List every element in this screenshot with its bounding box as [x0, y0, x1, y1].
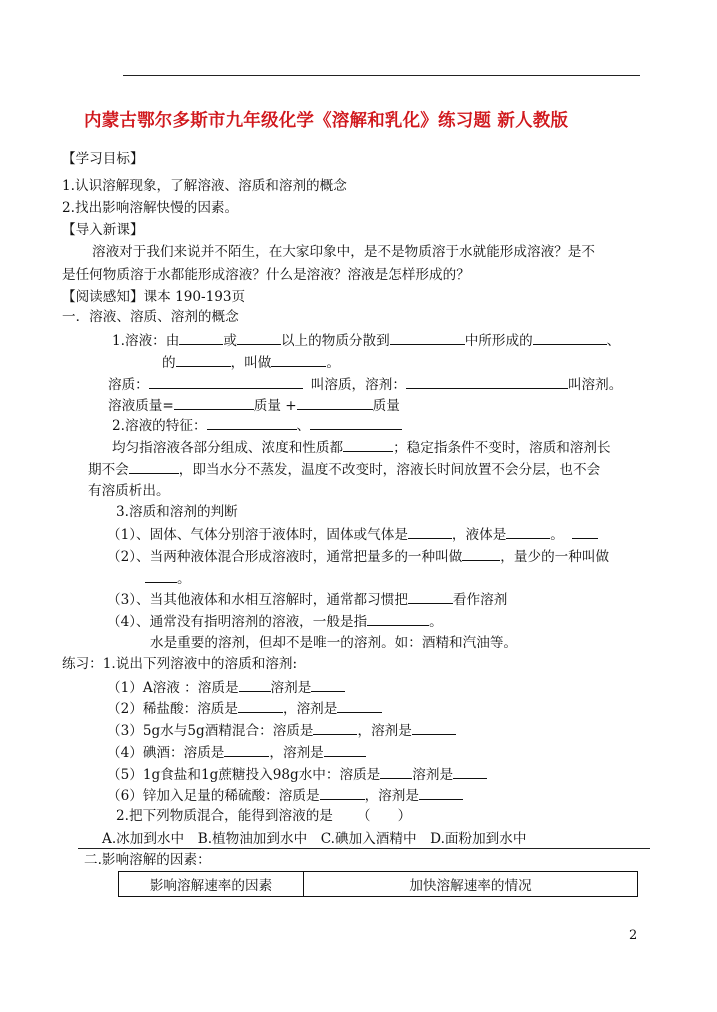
judgment-rule-4: （4）、通常没有指明溶剂的溶液，一般是指 。	[107, 614, 443, 630]
blank	[129, 460, 179, 474]
blank	[453, 765, 487, 779]
blank	[237, 331, 281, 345]
reading-heading: 【阅读感知】课本 190-193页	[62, 289, 246, 305]
table-header-cell: 加快溶解速率的情况	[304, 872, 638, 897]
blank	[320, 786, 365, 800]
judgment-rule-2: （2）、当两种液体混合形成溶液时，通常把量多的一种叫做 ，量少的一种叫做	[107, 549, 610, 565]
blank	[533, 331, 607, 345]
blank	[419, 786, 463, 800]
practice-question-2: 2.把下列物质混合，能得到溶液的是 （ ）	[116, 808, 412, 824]
solution-definition-line1: 1.溶液：由 或 以上的物质分散到 中所形成的 、	[112, 333, 621, 349]
page-number: 2	[629, 928, 638, 943]
judgment-rule-3: （3）、当其他液体和水相互溶解时，通常都习惯把 看作溶剂	[107, 592, 508, 608]
dissolution-factors-table	[118, 871, 638, 897]
blank	[239, 678, 271, 692]
blank	[311, 678, 345, 692]
solution-definition-line2: 的 ，叫做 。	[162, 355, 340, 371]
section1-heading: 一．溶液、溶质、溶剂的概念	[62, 309, 239, 325]
blank	[310, 416, 402, 430]
practice-question-2-options: A.冰加到水中 B.植物油加到水中 C.碘加入酒精中 D.面粉加到水中	[102, 831, 527, 847]
blank	[224, 743, 269, 757]
objective-item: 1.认识溶解现象，了解溶液、溶质和溶剂的概念	[62, 178, 347, 194]
blank	[324, 743, 366, 757]
practice-item: （1）A溶液 ：溶质是 溶剂是	[107, 678, 345, 697]
solute-solvent-line: 溶质： 叫溶质，溶剂： 叫溶剂。	[108, 377, 623, 393]
blank	[406, 375, 568, 389]
blank	[297, 396, 373, 410]
blank	[380, 765, 412, 779]
blank	[238, 699, 283, 713]
solution-features-line: 2.溶液的特征： 、	[112, 416, 402, 435]
practice-item: （5）1g食盐和1g蔗糖投入98g水中：溶质是 溶剂是	[107, 765, 487, 784]
blank	[145, 569, 177, 583]
intro-paragraph-line: 溶液对于我们来说并不陌生，在大家印象中，是不是物质溶于水就能形成溶液？是不	[92, 244, 595, 260]
blank	[412, 721, 456, 735]
judgment-rule-1: （1）、固体、气体分别溶于液体时，固体或气体是 ，液体是 。	[107, 525, 598, 544]
solution-mass-line: 溶液质量= 质量 + 质量	[108, 398, 400, 414]
water-solvent-note: 水是重要的溶剂，但却不是唯一的溶剂。如：酒精和汽油等。	[150, 635, 518, 651]
stable-explanation-line: 期不会 ，即当水分不蒸发，温度不改变时，溶液长时间放置不会分层，也不会	[88, 462, 601, 478]
judgment-rule-2-end: 。	[145, 569, 191, 588]
document-title: 内蒙古鄂尔多斯市九年级化学《溶解和乳化》练习题 新人教版	[84, 111, 569, 131]
blank	[207, 416, 297, 430]
blank	[313, 721, 357, 735]
practice-item: （4）碘酒：溶质是 ，溶剂是	[107, 743, 366, 762]
blank	[176, 353, 231, 367]
blank	[572, 525, 598, 539]
uniform-explanation-line: 均匀指溶液各部分组成、浓度和性质都 ；稳定指条件不变时，溶质和溶剂长	[112, 440, 611, 456]
blank	[337, 699, 382, 713]
blank	[179, 331, 223, 345]
blank	[367, 612, 429, 626]
table-header-cell: 影响溶解速率的因素	[119, 872, 304, 897]
table-header-row	[119, 872, 638, 897]
blank	[408, 590, 453, 604]
practice-item: （2）稀盐酸：溶质是 ，溶剂是	[107, 699, 382, 718]
objectives-heading: 【学习目标】	[62, 151, 144, 167]
intro-heading: 【导入新课】	[62, 222, 144, 238]
blank	[174, 396, 254, 410]
blank	[408, 525, 452, 539]
judgment-heading: 3.溶质和溶剂的判断	[116, 504, 238, 520]
stable-explanation-line-end: 有溶质析出。	[88, 483, 170, 499]
practice-item: （3）5g水与5g酒精混合：溶质是 ，溶剂是	[107, 721, 456, 740]
blank	[462, 547, 500, 561]
practice-item: （6）锌加入足量的稀硫酸：溶质是 ，溶剂是	[107, 786, 463, 805]
blank	[343, 438, 393, 452]
practice-heading: 练习：1.说出下列溶液中的溶质和溶剂:	[62, 656, 298, 672]
section-divider	[78, 848, 650, 849]
blank	[149, 375, 303, 389]
intro-paragraph-line: 是任何物质溶于水都能形成溶液？什么是溶液？溶液是怎样形成的？	[62, 267, 470, 283]
section2-heading: 二.影响溶解的因素：	[84, 852, 211, 868]
blank	[390, 331, 465, 345]
blank	[506, 525, 550, 539]
blank	[271, 353, 326, 367]
header-rule	[123, 75, 640, 76]
objective-item: 2.找出影响溶解快慢的因素。	[62, 200, 239, 216]
